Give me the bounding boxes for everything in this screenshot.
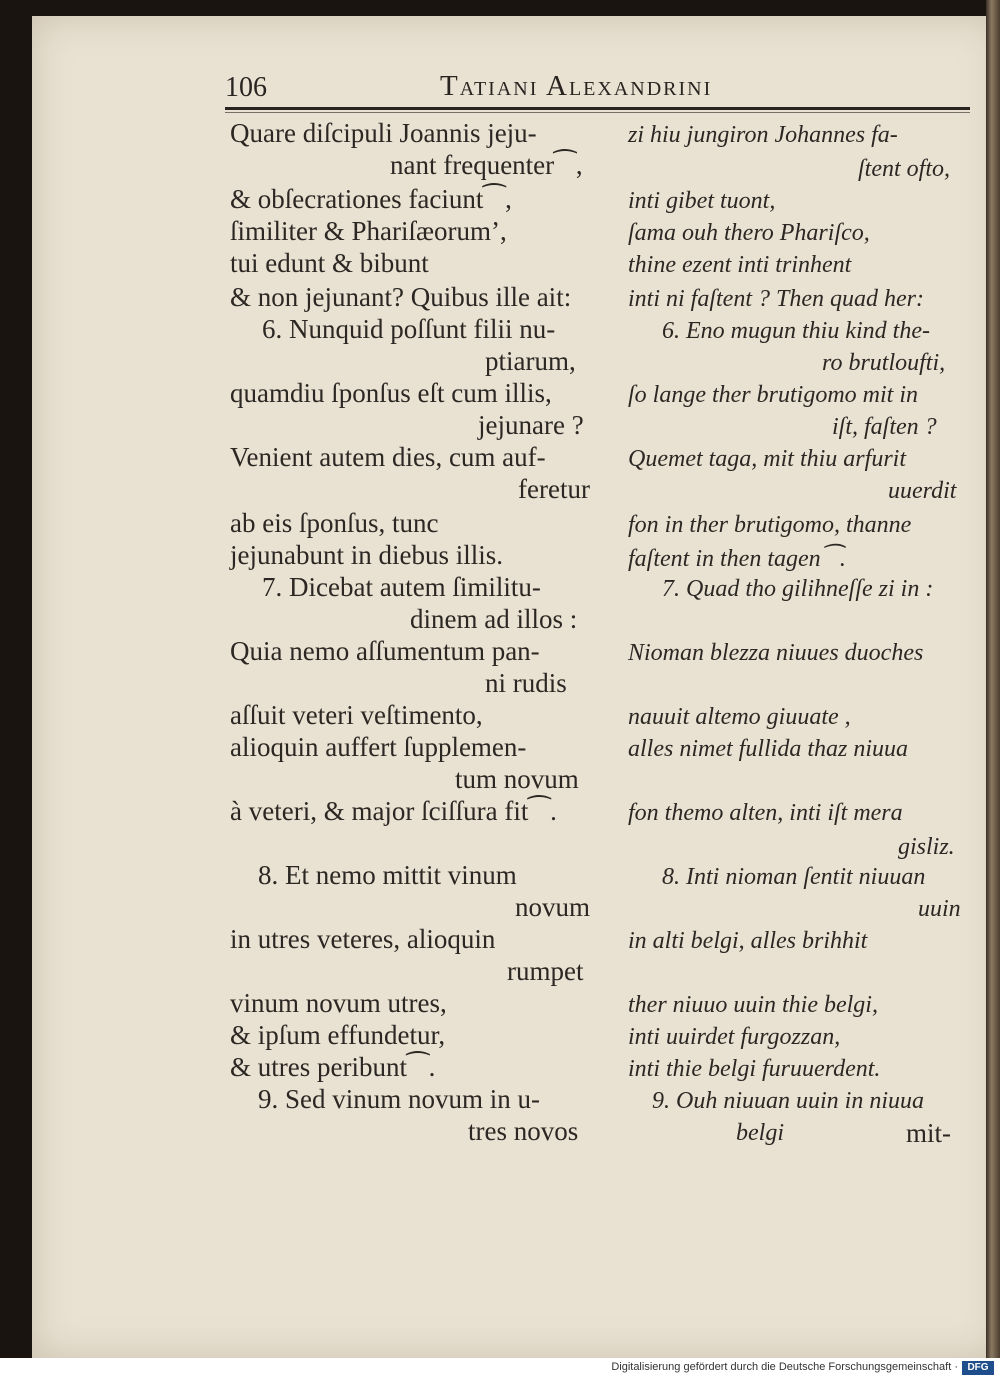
german-line: fon themo alten, inti iſt mera [628, 800, 903, 826]
footer-credit: Digitalisierung gefördert durch die Deutsche Forschungsgemeinschaft · [611, 1361, 958, 1373]
german-line: ſtent ofto, [858, 156, 950, 182]
header-rule [225, 107, 970, 110]
german-line: 8. Inti nioman ſentit niuuan [662, 864, 926, 890]
latin-line: alioquin auffert ſupplemen- [230, 732, 527, 762]
german-line: thine ezent inti trinhent [628, 252, 852, 278]
german-line: ſama ouh thero Phariſco, [628, 220, 870, 246]
german-line: inti ni faſtent ? Then quad her: [628, 286, 924, 312]
latin-line: feretur [518, 474, 590, 504]
latin-line: & utres peribunt⁀. [230, 1052, 436, 1082]
german-line: Nioman blezza niuues duoches [628, 640, 924, 666]
german-line: Quemet taga, mit thiu arfurit [628, 446, 906, 472]
latin-line: 8. Et nemo mittit vinum [258, 860, 517, 890]
latin-line: vinum novum utres, [230, 988, 447, 1018]
latin-line: quamdiu ſponſus eſt cum illis, [230, 378, 552, 408]
latin-line: à veteri, & major ſciſſura fit⁀. [230, 796, 557, 826]
german-line: inti uuirdet furgozzan, [628, 1024, 841, 1050]
german-line: belgi [736, 1120, 784, 1146]
latin-line: & non jejunant? Quibus ille ait: [230, 282, 572, 312]
german-line: uuin [918, 896, 961, 922]
header-rule-thin [225, 112, 970, 113]
german-line: nauuit altemo giuuate , [628, 704, 851, 730]
latin-line: 9. Sed vinum novum in u- [258, 1084, 540, 1114]
german-line: inti thie belgi furuuerdent. [628, 1056, 881, 1082]
page-number: 106 [225, 72, 267, 103]
latin-line: ſimiliter & Phariſæorum’, [230, 216, 507, 246]
german-line: faſtent in then tagen⁀. [628, 546, 846, 572]
latin-line: tres novos [468, 1116, 579, 1146]
latin-line: jejunabunt in diebus illis. [230, 540, 503, 570]
latin-line: ni rudis [485, 668, 567, 698]
latin-line: in utres veteres, alioquin [230, 924, 496, 954]
book-edge [986, 0, 1000, 1358]
german-line: gisliz. [898, 834, 955, 860]
german-line: 9. Ouh niuuan uuin in niuua [652, 1088, 925, 1114]
german-line: ſo lange ther brutigomo mit in [628, 382, 918, 408]
german-line: inti gibet tuont, [628, 188, 776, 214]
german-line: 7. Quad tho gilihneſſe zi in : [662, 576, 934, 602]
latin-line: aſſuit veteri veſtimento, [230, 700, 483, 730]
latin-line: & ipſum effundetur, [230, 1020, 446, 1050]
latin-line: 6. Nunquid poſſunt filii nu- [262, 314, 556, 344]
latin-line: tum novum [455, 764, 579, 794]
german-line: in alti belgi, alles brihhit [628, 928, 868, 954]
german-line: zi hiu jungiron Johannes fa- [628, 122, 898, 148]
latin-line: Venient autem dies, cum auf- [230, 442, 546, 472]
german-line: ther niuuo uuin thie belgi, [628, 992, 878, 1018]
latin-line: ptiarum, [485, 346, 576, 376]
footer-bar [0, 1358, 1000, 1379]
german-line: uuerdit [888, 478, 957, 504]
latin-line: Quia nemo aſſumentum pan- [230, 636, 540, 666]
page-header [225, 68, 970, 108]
latin-line: tui edunt & bibunt [230, 248, 429, 278]
latin-line: dinem ad illos : [410, 604, 578, 634]
latin-line: novum [515, 892, 591, 922]
german-line: alles nimet fullida thaz niuua [628, 736, 908, 762]
latin-line: ab eis ſponſus, tunc [230, 508, 439, 538]
dfg-logo: DFG [962, 1361, 994, 1375]
latin-line: jejunare ? [478, 410, 584, 440]
latin-line: Quare diſcipuli Joannis jeju- [230, 118, 537, 148]
german-line: fon in ther brutigomo, thanne [628, 512, 912, 538]
german-line: iſt, faſten ? [832, 414, 937, 440]
german-line: ro brutloufti, [822, 350, 946, 376]
latin-line: 7. Dicebat autem ſimilitu- [262, 572, 541, 602]
latin-line: & obſecrationes faciunt⁀, [230, 184, 512, 214]
latin-line: rumpet [507, 956, 584, 986]
german-line: 6. Eno mugun thiu kind the- [662, 318, 930, 344]
catchword: mit- [906, 1118, 951, 1148]
running-title: Tatiani Alexandrini [440, 70, 713, 102]
latin-line: nant frequenter⁀, [390, 150, 583, 180]
